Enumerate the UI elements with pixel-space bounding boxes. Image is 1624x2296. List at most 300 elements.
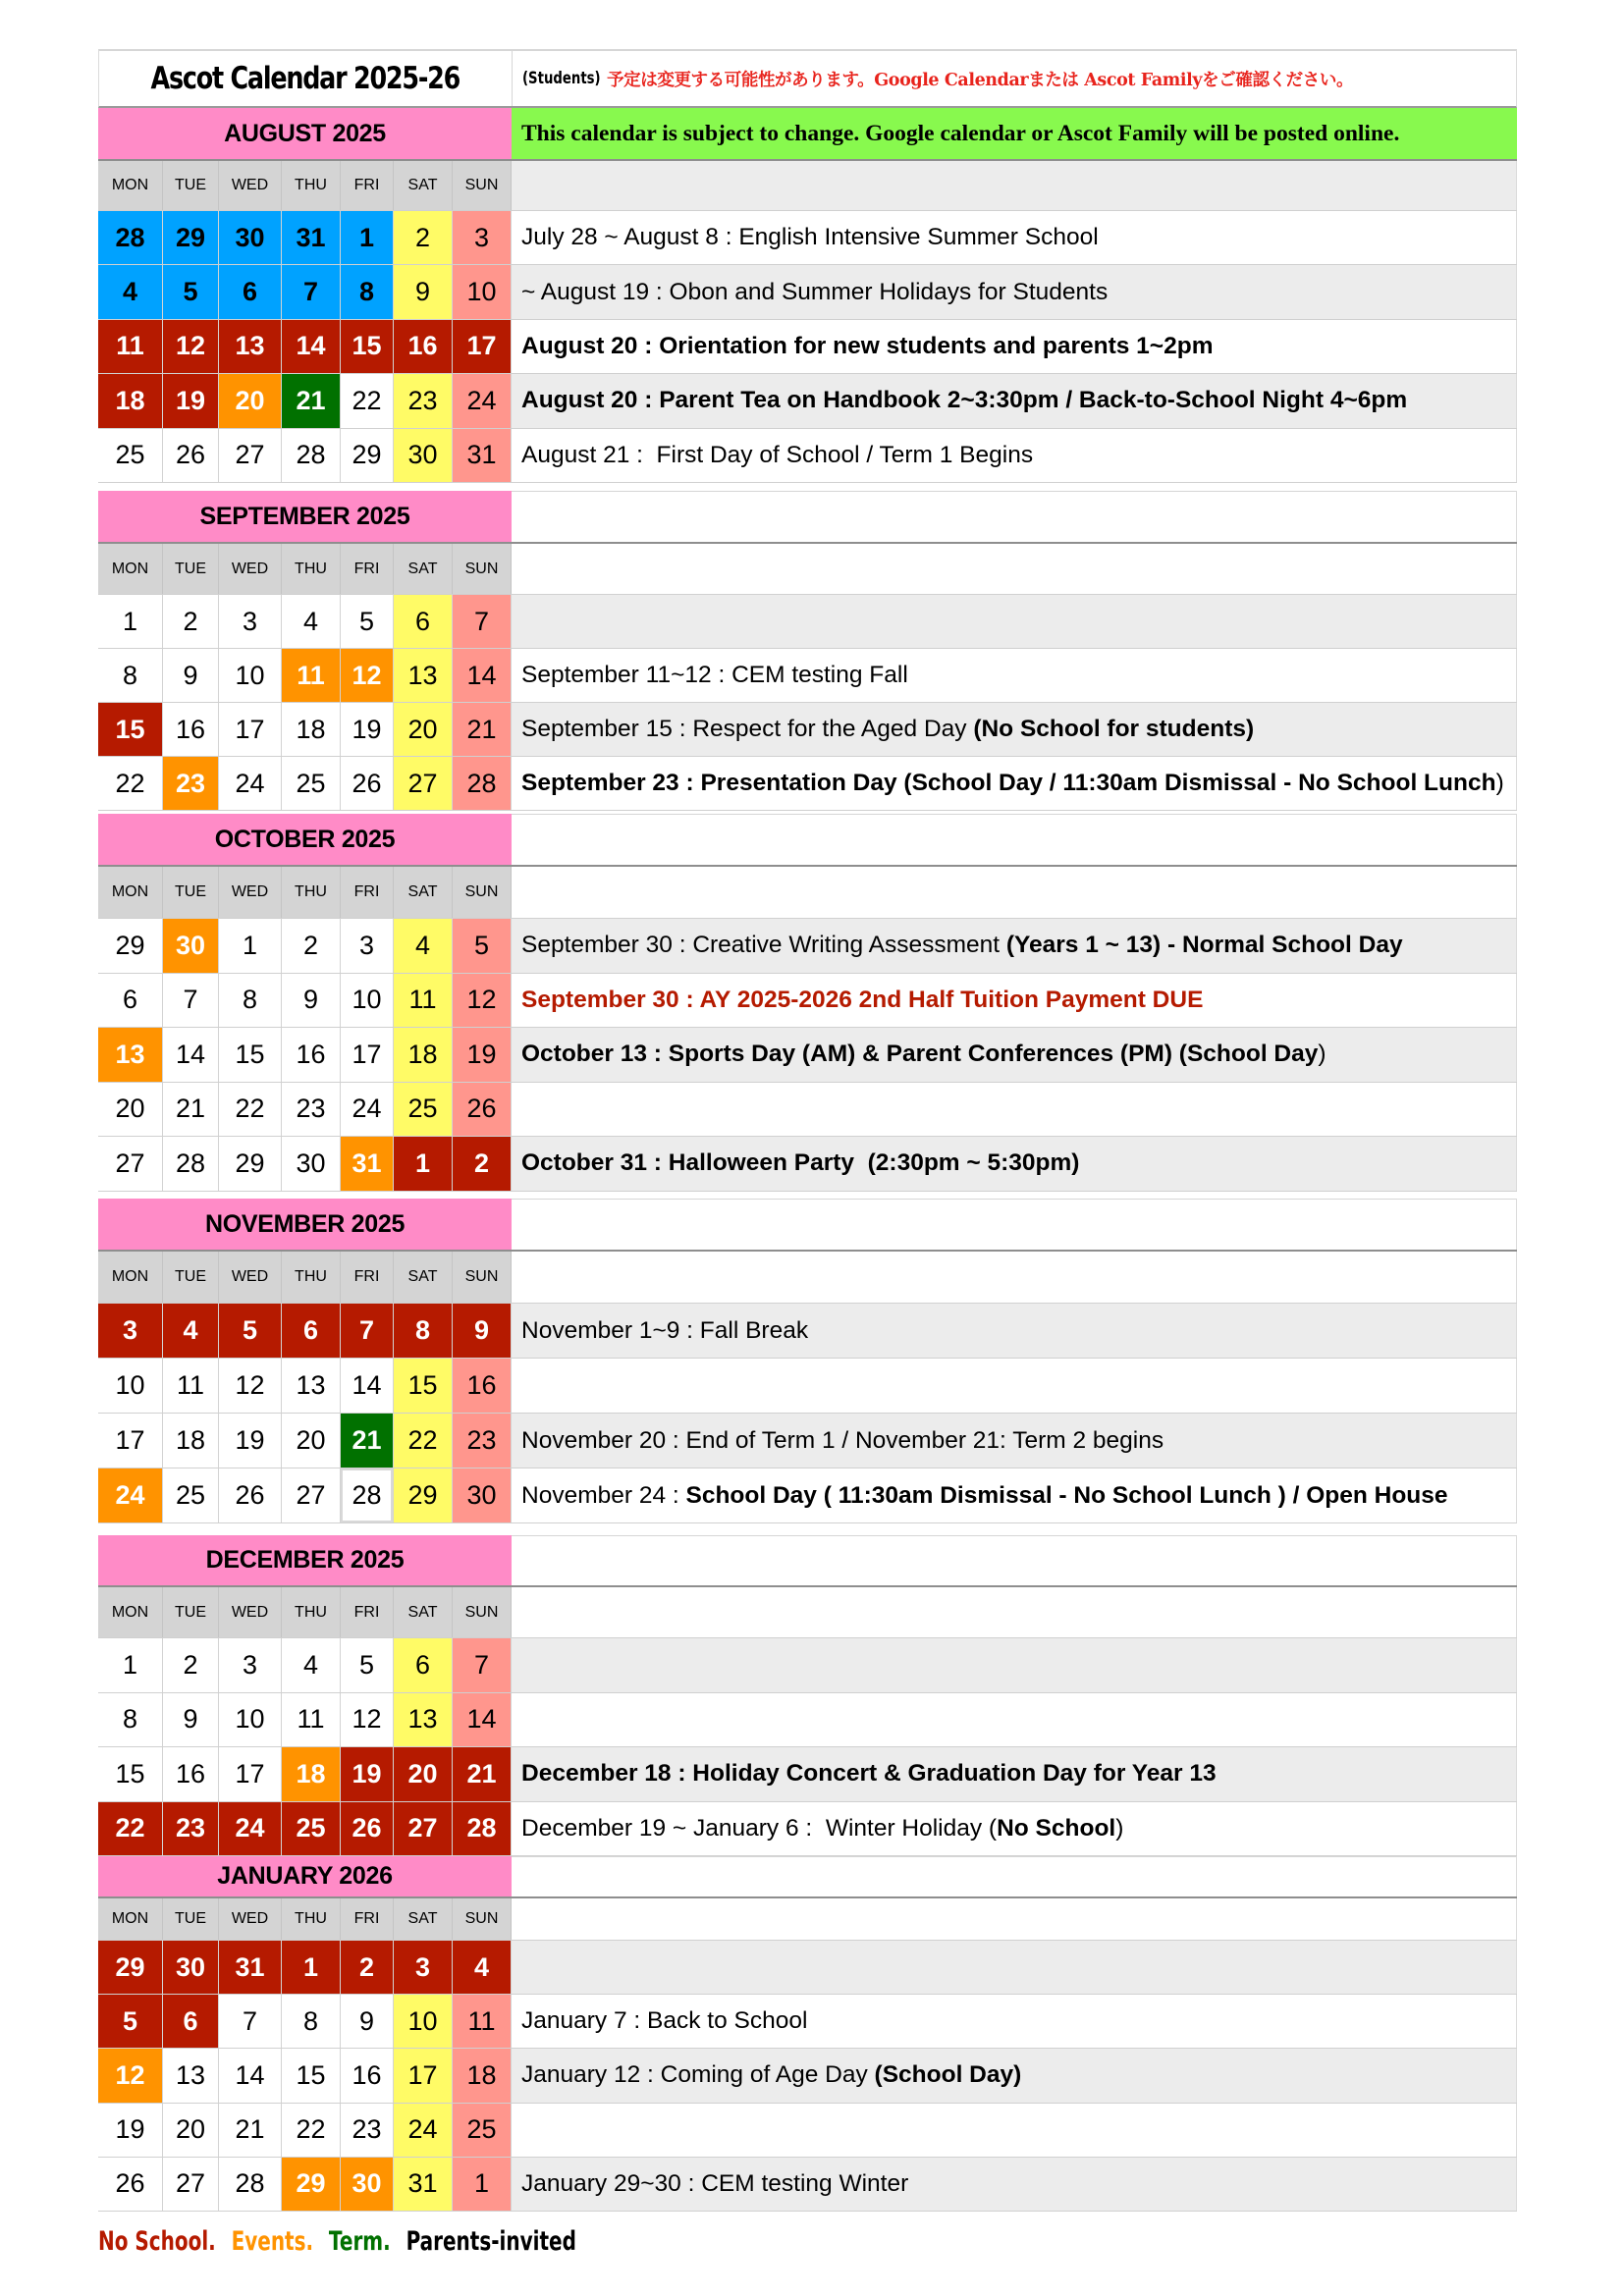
day-cell[interactable]: 23	[453, 1414, 512, 1468]
month-header-blank	[512, 1856, 1517, 1896]
event-cell	[512, 595, 1517, 648]
day-cell[interactable]: 8	[394, 1304, 453, 1358]
week-row	[98, 265, 1517, 319]
weekday-thu: THU	[282, 867, 341, 918]
day-cell[interactable]: 5	[341, 1638, 394, 1692]
weekday-sat: SAT	[394, 1252, 453, 1303]
day-cell[interactable]: 30	[219, 211, 282, 264]
day-cell[interactable]: 3	[453, 211, 512, 264]
day-cell[interactable]: 18	[453, 2049, 512, 2102]
day-cell[interactable]: 31	[394, 2158, 453, 2211]
event-cell	[512, 2104, 1517, 2157]
weekday-sun: SUN	[453, 867, 512, 918]
day-cell[interactable]: 9	[453, 1304, 512, 1358]
day-cell[interactable]: 4	[282, 1638, 341, 1692]
event-text: (School Day	[1178, 1041, 1319, 1068]
day-cell[interactable]: 12	[98, 2049, 163, 2102]
day-cell[interactable]: 19	[219, 1414, 282, 1468]
week-row	[98, 919, 1517, 974]
day-cell[interactable]: 3	[394, 1941, 453, 1994]
day-cell[interactable]: 27	[394, 757, 453, 810]
event-cell	[512, 211, 1517, 264]
japanese-notice: 予定は変更する可能性があります。Google Calendarまたは Ascot Familyをご確認ください。	[607, 70, 1354, 90]
day-cell[interactable]: 27	[163, 2158, 219, 2211]
day-cell[interactable]: 16	[163, 703, 219, 756]
month-block-december	[98, 1535, 1517, 1856]
day-cell[interactable]: 29	[282, 2158, 341, 2211]
legend-term: Term.	[328, 2226, 391, 2257]
day-cell[interactable]: 13	[282, 1359, 341, 1413]
event-text: ~ August 19 : Obon and Summer Holidays for Students	[521, 278, 1109, 305]
event-cell	[512, 1941, 1517, 1994]
day-cell[interactable]: 16	[341, 2049, 394, 2102]
weekday-tue: TUE	[163, 1898, 219, 1940]
day-cell[interactable]: 25	[282, 757, 341, 810]
day-cell[interactable]: 18	[394, 1028, 453, 1082]
event-cell	[512, 1693, 1517, 1747]
weekday-fri: FRI	[341, 161, 394, 210]
event-text: December 18 : Holiday Concert & Graduation Day for Year 13	[521, 1760, 1217, 1788]
day-cell[interactable]: 1	[453, 2158, 512, 2211]
day-cell[interactable]: 20	[163, 2104, 219, 2157]
weekday-mon: MON	[98, 1252, 163, 1303]
event-text: December 19 ~ January 6 : Winter Holiday (	[521, 1814, 998, 1842]
day-cell[interactable]: 15	[394, 1359, 453, 1413]
day-cell[interactable]: 13	[394, 649, 453, 702]
event-text: September 15 : Respect for the Aged Day	[521, 716, 974, 742]
event-text: January 7 : Back to School	[521, 2007, 808, 2035]
day-cell[interactable]: 10	[219, 1693, 282, 1747]
weekday-wed: WED	[219, 161, 282, 210]
day-cell[interactable]: 4	[453, 1941, 512, 1994]
day-cell[interactable]: 20	[394, 703, 453, 756]
weekday-fri: FRI	[341, 1587, 394, 1637]
event-cell	[512, 1359, 1517, 1413]
event-cell	[512, 1304, 1517, 1358]
weekday-header-row	[98, 1898, 1517, 1941]
day-cell[interactable]: 1	[341, 211, 394, 264]
month-header-row	[98, 1535, 1517, 1587]
day-cell[interactable]: 20	[98, 1083, 163, 1137]
weekday-fri: FRI	[341, 1898, 394, 1940]
day-cell[interactable]: 17	[219, 1747, 282, 1801]
weekday-mon: MON	[98, 1898, 163, 1940]
day-cell[interactable]: 19	[341, 703, 394, 756]
day-cell[interactable]: 11	[394, 974, 453, 1028]
day-cell[interactable]: 27	[98, 1137, 163, 1191]
day-cell[interactable]: 16	[453, 1359, 512, 1413]
day-cell[interactable]: 1	[98, 1638, 163, 1692]
weekday-sun: SUN	[453, 1898, 512, 1940]
weekday-tue: TUE	[163, 1587, 219, 1637]
event-text: )	[1318, 1041, 1326, 1068]
day-cell[interactable]: 1	[98, 595, 163, 648]
day-cell[interactable]: 4	[98, 265, 163, 318]
event-cell	[512, 1995, 1517, 2048]
month-header-row	[98, 1856, 1517, 1898]
week-row	[98, 1414, 1517, 1468]
legend	[98, 2226, 585, 2257]
day-cell[interactable]: 14	[453, 649, 512, 702]
weekday-header-row	[98, 1587, 1517, 1638]
event-cell	[512, 1468, 1517, 1522]
day-cell[interactable]: 17	[341, 1028, 394, 1082]
day-cell[interactable]: 7	[282, 265, 341, 318]
day-cell[interactable]: 5	[341, 595, 394, 648]
week-row	[98, 2049, 1517, 2103]
day-cell[interactable]: 8	[341, 265, 394, 318]
day-cell[interactable]: 13	[394, 1693, 453, 1747]
day-cell[interactable]: 24	[341, 1083, 394, 1137]
weekday-thu: THU	[282, 1252, 341, 1303]
day-cell[interactable]: 26	[98, 2158, 163, 2211]
day-cell[interactable]: 29	[98, 1941, 163, 1994]
day-cell[interactable]: 17	[453, 320, 512, 373]
day-cell[interactable]: 26	[453, 1083, 512, 1137]
day-cell[interactable]: 30	[453, 1468, 512, 1522]
day-cell[interactable]: 3	[98, 1304, 163, 1358]
day-cell[interactable]: 20	[282, 1414, 341, 1468]
day-cell[interactable]: 10	[453, 265, 512, 318]
day-cell[interactable]: 28	[163, 1137, 219, 1191]
event-cell	[512, 265, 1517, 318]
day-cell[interactable]: 3	[219, 595, 282, 648]
day-cell[interactable]: 13	[163, 2049, 219, 2102]
day-cell[interactable]: 28	[282, 429, 341, 482]
day-cell[interactable]: 25	[453, 2104, 512, 2157]
day-cell[interactable]: 12	[341, 649, 394, 702]
day-cell[interactable]: 2	[282, 919, 341, 973]
day-cell[interactable]: 23	[394, 374, 453, 427]
day-cell[interactable]: 10	[219, 649, 282, 702]
day-cell[interactable]: 29	[163, 211, 219, 264]
day-cell[interactable]: 15	[98, 703, 163, 756]
day-cell[interactable]: 24	[98, 1468, 163, 1522]
weekday-header-blank	[512, 867, 1517, 918]
day-cell[interactable]: 12	[163, 320, 219, 373]
weekday-wed: WED	[219, 1252, 282, 1303]
day-cell[interactable]: 8	[282, 1995, 341, 2048]
day-cell[interactable]: 15	[341, 320, 394, 373]
event-text: September 23 : Presentation Day (School Day / 11:30am Dismissal - No School Lunch	[521, 770, 1496, 796]
week-row	[98, 374, 1517, 428]
weekday-wed: WED	[219, 1587, 282, 1637]
weekday-sun: SUN	[453, 544, 512, 594]
day-cell[interactable]: 22	[282, 2104, 341, 2157]
day-cell[interactable]: 29	[341, 429, 394, 482]
day-cell[interactable]: 10	[98, 1359, 163, 1413]
weekday-fri: FRI	[341, 544, 394, 594]
day-cell[interactable]: 15	[219, 1028, 282, 1082]
week-row	[98, 1995, 1517, 2049]
weekday-thu: THU	[282, 1587, 341, 1637]
day-cell[interactable]: 18	[163, 1414, 219, 1468]
day-cell[interactable]: 31	[282, 211, 341, 264]
day-cell[interactable]: 29	[219, 1137, 282, 1191]
day-cell[interactable]: 7	[341, 1304, 394, 1358]
day-cell[interactable]: 21	[219, 2104, 282, 2157]
week-row	[98, 1941, 1517, 1995]
day-cell[interactable]: 23	[163, 1802, 219, 1856]
event-cell	[512, 649, 1517, 702]
day-cell[interactable]: 25	[163, 1468, 219, 1522]
day-cell[interactable]: 11	[163, 1359, 219, 1413]
day-cell[interactable]: 22	[98, 757, 163, 810]
day-cell[interactable]: 30	[163, 919, 219, 973]
weekday-sun: SUN	[453, 1252, 512, 1303]
weekday-sat: SAT	[394, 1587, 453, 1637]
day-cell[interactable]: 9	[163, 1693, 219, 1747]
event-text: (Years 1 ~ 13) - Normal School Day	[1005, 932, 1403, 959]
month-header-row	[98, 491, 1517, 544]
week-row	[98, 1359, 1517, 1414]
day-cell[interactable]: 15	[98, 1747, 163, 1801]
day-cell[interactable]: 5	[219, 1304, 282, 1358]
weekday-mon: MON	[98, 867, 163, 918]
day-cell[interactable]: 28	[453, 1802, 512, 1856]
day-cell[interactable]: 3	[219, 1638, 282, 1692]
day-cell[interactable]: 23	[163, 757, 219, 810]
month-header-blank	[512, 1199, 1517, 1250]
day-cell[interactable]: 13	[98, 1028, 163, 1082]
day-cell[interactable]: 4	[282, 595, 341, 648]
weekday-sat: SAT	[394, 867, 453, 918]
event-cell	[512, 1638, 1517, 1692]
day-cell[interactable]: 11	[98, 320, 163, 373]
day-cell[interactable]: 26	[163, 429, 219, 482]
weekday-header-blank	[512, 1252, 1517, 1303]
day-cell[interactable]: 8	[98, 1693, 163, 1747]
event-cell	[512, 1414, 1517, 1468]
day-cell[interactable]: 7	[453, 595, 512, 648]
month-name: JANUARY 2026	[98, 1856, 512, 1896]
day-cell[interactable]: 24	[219, 757, 282, 810]
day-cell[interactable]: 28	[219, 2158, 282, 2211]
day-cell[interactable]: 5	[453, 919, 512, 973]
day-cell[interactable]: 30	[341, 2158, 394, 2211]
event-text: November 24 :	[521, 1481, 686, 1509]
day-cell[interactable]: 18	[282, 703, 341, 756]
day-cell[interactable]: 12	[341, 1693, 394, 1747]
day-cell[interactable]: 27	[219, 429, 282, 482]
event-cell	[512, 1083, 1517, 1137]
weekday-sat: SAT	[394, 1898, 453, 1940]
month-name: NOVEMBER 2025	[98, 1199, 512, 1250]
day-cell[interactable]: 4	[163, 1304, 219, 1358]
day-cell[interactable]: 30	[163, 1941, 219, 1994]
event-text: January 12 : Coming of Age Day	[521, 2061, 875, 2089]
event-text: )	[1115, 1814, 1124, 1842]
day-cell[interactable]: 28	[341, 1468, 394, 1522]
event-cell	[512, 320, 1517, 373]
day-cell[interactable]: 12	[219, 1359, 282, 1413]
weekday-header-blank	[512, 1898, 1517, 1940]
month-header-row	[98, 108, 1517, 161]
day-cell[interactable]: 21	[341, 1414, 394, 1468]
day-cell[interactable]: 5	[98, 1995, 163, 2048]
day-cell[interactable]: 14	[341, 1359, 394, 1413]
day-cell[interactable]: 27	[282, 1468, 341, 1522]
day-cell[interactable]: 29	[394, 1468, 453, 1522]
day-cell[interactable]: 11	[282, 1693, 341, 1747]
day-cell[interactable]: 28	[98, 211, 163, 264]
day-cell[interactable]: 28	[453, 757, 512, 810]
weekday-thu: THU	[282, 161, 341, 210]
day-cell[interactable]: 12	[453, 974, 512, 1028]
day-cell[interactable]: 14	[282, 320, 341, 373]
day-cell[interactable]: 7	[163, 974, 219, 1028]
day-cell[interactable]: 21	[453, 703, 512, 756]
weekday-tue: TUE	[163, 1252, 219, 1303]
day-cell[interactable]: 4	[394, 919, 453, 973]
week-row	[98, 211, 1517, 265]
weekday-fri: FRI	[341, 1252, 394, 1303]
event-text: September 11~12 : CEM testing Fall	[521, 662, 908, 688]
weekday-thu: THU	[282, 544, 341, 594]
day-cell[interactable]: 10	[341, 974, 394, 1028]
day-cell[interactable]: 22	[219, 1083, 282, 1137]
day-cell[interactable]: 22	[98, 1802, 163, 1856]
day-cell[interactable]: 26	[341, 757, 394, 810]
day-cell[interactable]: 20	[394, 1747, 453, 1801]
week-row	[98, 703, 1517, 757]
event-text: School Day ( 11:30am Dismissal - No School Lunch ) / Open House	[685, 1481, 1448, 1509]
month-block-january	[98, 1856, 1517, 2212]
day-cell[interactable]: 26	[341, 1802, 394, 1856]
day-cell[interactable]: 25	[98, 429, 163, 482]
event-cell	[512, 703, 1517, 756]
day-cell[interactable]: 21	[453, 1747, 512, 1801]
day-cell[interactable]: 31	[219, 1941, 282, 1994]
day-cell[interactable]: 31	[341, 1137, 394, 1191]
day-cell[interactable]: 24	[453, 374, 512, 427]
day-cell[interactable]: 30	[282, 1137, 341, 1191]
day-cell[interactable]: 11	[453, 1995, 512, 2048]
day-cell[interactable]: 24	[219, 1802, 282, 1856]
day-cell[interactable]: 22	[394, 1414, 453, 1468]
day-cell[interactable]: 2	[163, 1638, 219, 1692]
weekday-sun: SUN	[453, 1587, 512, 1637]
weekday-wed: WED	[219, 867, 282, 918]
day-cell[interactable]: 30	[394, 429, 453, 482]
day-cell[interactable]: 17	[394, 2049, 453, 2102]
month-block-august	[98, 108, 1517, 483]
day-cell[interactable]: 20	[219, 374, 282, 427]
day-cell[interactable]: 27	[394, 1802, 453, 1856]
day-cell[interactable]: 31	[453, 429, 512, 482]
event-text: October 13 : Sports Day (AM) & Parent Conferences (PM)	[521, 1041, 1179, 1068]
day-cell[interactable]: 21	[282, 374, 341, 427]
day-cell[interactable]: 2	[341, 1941, 394, 1994]
day-cell[interactable]: 9	[282, 974, 341, 1028]
day-cell[interactable]: 3	[341, 919, 394, 973]
day-cell[interactable]: 21	[163, 1083, 219, 1137]
day-cell[interactable]: 23	[341, 2104, 394, 2157]
day-cell[interactable]: 1	[282, 1941, 341, 1994]
day-cell[interactable]: 6	[282, 1304, 341, 1358]
day-cell[interactable]: 16	[394, 320, 453, 373]
month-name: AUGUST 2025	[98, 108, 512, 159]
month-block-october	[98, 814, 1517, 1192]
day-cell[interactable]: 19	[341, 1747, 394, 1801]
day-cell[interactable]: 25	[282, 1802, 341, 1856]
day-cell[interactable]: 2	[453, 1137, 512, 1191]
legend-events: Events.	[231, 2226, 314, 2257]
day-cell[interactable]: 26	[219, 1468, 282, 1522]
week-row	[98, 757, 1517, 811]
weekday-header-row	[98, 1252, 1517, 1304]
day-cell[interactable]: 6	[163, 1995, 219, 2048]
month-header-row	[98, 814, 1517, 867]
event-cell	[512, 374, 1517, 427]
day-cell[interactable]: 9	[394, 265, 453, 318]
day-cell[interactable]: 1	[219, 919, 282, 973]
day-cell[interactable]: 25	[394, 1083, 453, 1137]
day-cell[interactable]: 19	[453, 1028, 512, 1082]
event-cell	[512, 919, 1517, 973]
day-cell[interactable]: 7	[219, 1995, 282, 2048]
event-text: August 21 : First Day of School / Term 1 Begins	[521, 441, 1034, 468]
day-cell[interactable]: 6	[219, 265, 282, 318]
month-name: SEPTEMBER 2025	[98, 491, 512, 542]
weekday-mon: MON	[98, 1587, 163, 1637]
day-cell[interactable]: 14	[163, 1028, 219, 1082]
legend-no-school: No School.	[98, 2226, 216, 2257]
day-cell[interactable]: 18	[98, 374, 163, 427]
day-cell[interactable]: 8	[219, 974, 282, 1028]
day-cell[interactable]: 7	[453, 1638, 512, 1692]
day-cell[interactable]: 8	[98, 649, 163, 702]
weekday-mon: MON	[98, 544, 163, 594]
month-block-november	[98, 1199, 1517, 1523]
event-cell	[512, 757, 1517, 810]
day-cell[interactable]: 1	[394, 1137, 453, 1191]
day-cell[interactable]: 5	[163, 265, 219, 318]
weekday-tue: TUE	[163, 867, 219, 918]
event-text: July 28 ~ August 8 : English Intensive Summer School	[521, 224, 1099, 251]
day-cell[interactable]: 13	[219, 320, 282, 373]
day-cell[interactable]: 9	[341, 1995, 394, 2048]
day-cell[interactable]: 29	[98, 919, 163, 973]
day-cell[interactable]: 11	[282, 649, 341, 702]
day-cell[interactable]: 9	[163, 649, 219, 702]
day-cell[interactable]: 17	[98, 1414, 163, 1468]
day-cell[interactable]: 16	[163, 1747, 219, 1801]
day-cell[interactable]: 16	[282, 1028, 341, 1082]
day-cell[interactable]: 14	[453, 1693, 512, 1747]
weekday-sun: SUN	[453, 161, 512, 210]
month-header-blank	[512, 1535, 1517, 1585]
weekday-header-blank	[512, 1587, 1517, 1637]
day-cell[interactable]: 18	[282, 1747, 341, 1801]
day-cell[interactable]: 23	[282, 1083, 341, 1137]
day-cell[interactable]: 14	[219, 2049, 282, 2102]
day-cell[interactable]: 24	[394, 2104, 453, 2157]
day-cell[interactable]: 17	[219, 703, 282, 756]
week-row	[98, 649, 1517, 703]
day-cell[interactable]: 19	[163, 374, 219, 427]
day-cell[interactable]: 15	[282, 2049, 341, 2102]
day-cell[interactable]: 22	[341, 374, 394, 427]
day-cell[interactable]: 10	[394, 1995, 453, 2048]
day-cell[interactable]: 6	[394, 1638, 453, 1692]
day-cell[interactable]: 6	[98, 974, 163, 1028]
day-cell[interactable]: 6	[394, 595, 453, 648]
day-cell[interactable]: 19	[98, 2104, 163, 2157]
day-cell[interactable]: 2	[163, 595, 219, 648]
week-row	[98, 1693, 1517, 1748]
day-cell[interactable]: 2	[394, 211, 453, 264]
